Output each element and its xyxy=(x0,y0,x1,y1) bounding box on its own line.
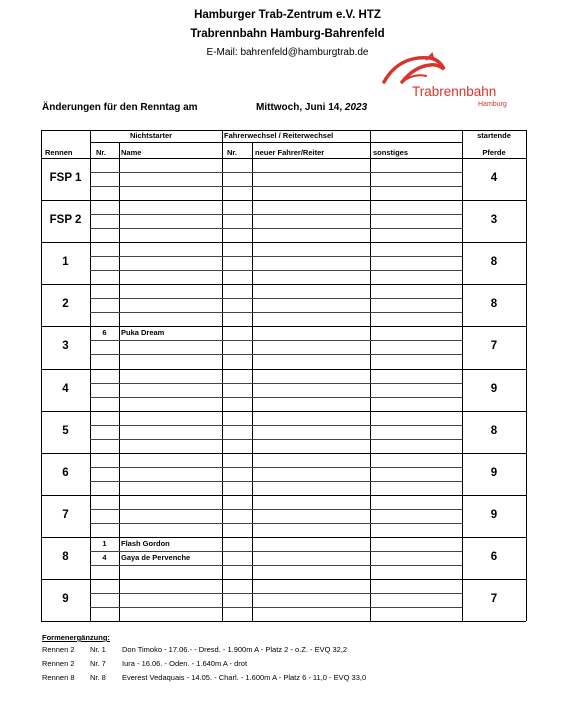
formen-text: Iura - 16.06. - Oden. - 1.640m A - drot xyxy=(122,659,248,668)
race-number: 7 xyxy=(62,508,69,521)
race-row-line xyxy=(41,411,526,412)
nonstarter-nr: 4 xyxy=(102,552,107,562)
column-line xyxy=(222,130,223,621)
race-number: 5 xyxy=(62,424,69,437)
table-top-border xyxy=(41,130,526,131)
sub-row-line xyxy=(90,298,462,299)
logo-city: Hamburg xyxy=(478,101,507,108)
starters-count: 7 xyxy=(490,593,498,606)
starters-count: 9 xyxy=(490,466,498,479)
nonstarter-name: Puka Dream xyxy=(121,328,165,338)
col-rennen: Rennen xyxy=(45,148,73,157)
sub-row-line xyxy=(90,228,462,229)
sub-row-line xyxy=(90,256,462,257)
col-startende: startende xyxy=(477,131,511,140)
column-line xyxy=(462,130,463,621)
sub-row-line xyxy=(90,607,462,608)
nonstarter-name: Flash Gordon xyxy=(121,538,170,548)
race-number: FSP 2 xyxy=(49,214,82,227)
sub-row-line xyxy=(90,383,462,384)
race-row-line xyxy=(41,453,526,454)
race-date-year: 2023 xyxy=(344,102,368,113)
column-line xyxy=(41,130,42,621)
col-sonstiges: sonstiges xyxy=(373,148,409,157)
trabrennbahn-logo xyxy=(380,52,520,112)
sub-row-line xyxy=(90,425,462,426)
sub-row-line xyxy=(90,270,462,271)
starters-count: 4 xyxy=(490,172,498,185)
race-row-line xyxy=(41,200,526,201)
race-row-line xyxy=(41,495,526,496)
formen-rennen: Rennen 8 xyxy=(42,673,75,682)
race-number: 6 xyxy=(62,466,69,479)
sub-row-line xyxy=(90,593,462,594)
sub-row-line xyxy=(90,467,462,468)
starters-count: 8 xyxy=(490,298,498,311)
formen-rennen: Rennen 2 xyxy=(42,659,75,668)
formen-section xyxy=(42,633,367,687)
race-number: 3 xyxy=(62,340,69,353)
sub-row-line xyxy=(90,214,462,215)
sub-row-line xyxy=(90,312,462,313)
race-row-line xyxy=(41,537,526,538)
org-name: Hamburger Trab-Zentrum e.V. HTZ xyxy=(194,9,381,21)
formen-rennen: Rennen 2 xyxy=(42,645,75,654)
starters-count: 7 xyxy=(490,340,498,353)
sub-row-line xyxy=(90,481,462,482)
column-line xyxy=(370,130,371,621)
sub-row-line xyxy=(90,551,462,552)
col-name: Name xyxy=(121,148,142,157)
col-nichtstarter: Nichtstarter xyxy=(130,131,173,140)
formen-text: Everest Vedaquais - 14.05. - Charl. - 1.600m A - Platz 6 - 11,0 - EVQ 33,0 xyxy=(122,673,367,682)
race-date-day: Mittwoch, Juni 14, xyxy=(256,102,343,113)
formen-line xyxy=(42,645,348,659)
sub-row-line xyxy=(90,186,462,187)
sub-row-line xyxy=(90,509,462,510)
email-line: E-Mail: bahrenfeld@hamburgtrab.de xyxy=(206,47,369,58)
col-nr: Nr. xyxy=(96,148,107,157)
formen-nr: Nr. 7 xyxy=(90,659,106,668)
logo-brand: Trabrennbahn xyxy=(412,84,497,99)
starters-count: 9 xyxy=(490,382,498,395)
race-row-line xyxy=(41,369,526,370)
nonstarter-nr: 1 xyxy=(102,538,107,548)
col-neuer-fahrer: neuer Fahrer/Reiter xyxy=(255,148,325,157)
sub-row-line xyxy=(90,354,462,355)
race-number: FSP 1 xyxy=(49,172,82,185)
sub-row-line xyxy=(90,340,462,341)
sub-row-line xyxy=(90,565,462,566)
changes-table xyxy=(41,130,526,621)
formen-line xyxy=(42,659,248,673)
horse-head-icon xyxy=(380,52,450,88)
race-number: 4 xyxy=(62,382,69,395)
starters-count: 8 xyxy=(490,256,498,269)
header-bottom-line xyxy=(41,158,526,159)
track-name: Trabrennbahn Hamburg-Bahrenfeld xyxy=(190,28,385,40)
formen-nr: Nr. 8 xyxy=(90,673,106,682)
nonstarter-nr: 6 xyxy=(102,328,107,338)
formen-title: Formenergänzung: xyxy=(42,633,110,642)
changes-label: Änderungen für den Renntag am xyxy=(42,102,198,113)
starters-count: 8 xyxy=(490,424,498,437)
col-nr2: Nr. xyxy=(227,148,238,157)
race-number: 2 xyxy=(62,298,69,311)
formen-nr: Nr. 1 xyxy=(90,645,106,654)
col-pferde: Pferde xyxy=(482,148,506,157)
sub-row-line xyxy=(90,439,462,440)
nonstarter-name: Gaya de Pervenche xyxy=(121,552,191,562)
formen-text: Don Timoko - 17.06.- - Dresd. - 1.900m A - Platz 2 - o.Z. - EVQ 32,2 xyxy=(122,645,348,654)
race-number: 1 xyxy=(62,256,69,269)
race-row-line xyxy=(41,284,526,285)
formen-line xyxy=(42,673,367,687)
col-fahrerwechsel: Fahrerwechsel / Reiterwechsel xyxy=(224,131,334,140)
column-line xyxy=(526,130,527,621)
race-row-line xyxy=(41,579,526,580)
race-number: 9 xyxy=(62,593,69,606)
starters-count: 6 xyxy=(490,550,498,563)
sub-row-line xyxy=(90,397,462,398)
sub-row-line xyxy=(90,523,462,524)
race-row-line xyxy=(41,326,526,327)
header-mid-line xyxy=(90,142,462,143)
starters-count: 3 xyxy=(490,214,498,227)
race-row-line xyxy=(41,242,526,243)
race-number: 8 xyxy=(62,550,69,563)
race-row-line xyxy=(41,621,526,622)
sub-row-line xyxy=(90,172,462,173)
starters-count: 9 xyxy=(490,508,498,521)
race-date xyxy=(256,102,367,113)
